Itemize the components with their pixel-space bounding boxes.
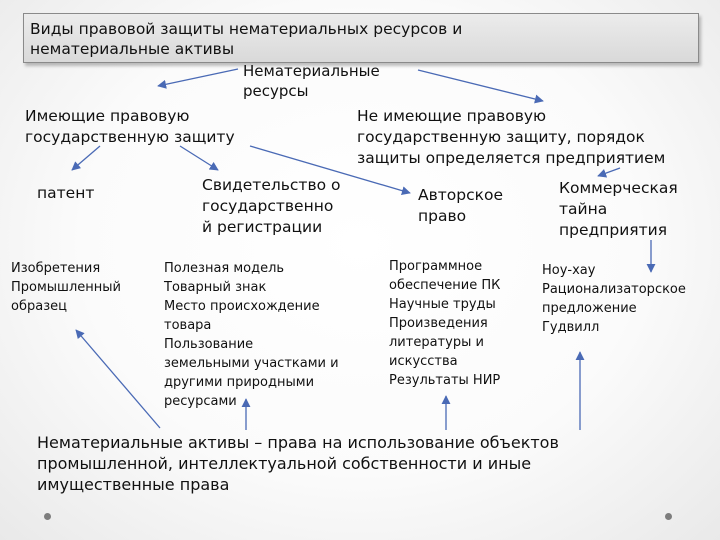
arrow-root-to-unprotected	[418, 70, 543, 101]
example-item: образец	[11, 299, 67, 314]
example-item: Пользование	[164, 337, 254, 352]
category-trade-secret-line-3: предприятия	[559, 221, 668, 239]
example-item: Программное	[389, 259, 483, 274]
category-copyright-line-2: право	[418, 207, 467, 225]
branch-unprotected-line-2: государственную защиту, порядок	[357, 128, 645, 146]
footer-line-2: промышленной, интеллектуальной собственности и иные	[37, 454, 532, 473]
example-item: Изобретения	[11, 261, 101, 276]
example-item: Товарный знак	[164, 280, 267, 295]
category-trade-secret-line-1: Коммерческая	[559, 179, 678, 197]
example-item: Ноу-хау	[542, 263, 596, 278]
footer-line-1: Нематериальные активы – права на использование объектов	[37, 433, 559, 452]
category-copyright-line-1: Авторское	[418, 186, 503, 204]
title-line-1: Виды правовой защиты нематериальных ресурсов и	[30, 20, 463, 38]
example-item: земельными участками и	[164, 356, 339, 371]
example-item: Промышленный	[11, 280, 121, 295]
decorative-dot-left	[44, 513, 51, 520]
example-item: другими природными	[164, 375, 315, 390]
example-item: товара	[164, 318, 212, 333]
arrow-footer-to-patent-examples	[76, 330, 160, 428]
title-line-2: нематериальные активы	[30, 40, 235, 58]
arrow-protected-to-certificate	[180, 146, 218, 170]
branch-protected-line-1: Имеющие правовую	[25, 107, 190, 125]
example-item: предложение	[542, 301, 637, 316]
branch-protected-line-2: государственную защиту	[25, 128, 235, 146]
example-item: ресурсами	[164, 394, 237, 409]
category-patent: патент	[37, 184, 95, 202]
category-certificate-line-3: й регистрации	[202, 218, 323, 236]
category-certificate-line-1: Свидетельство о	[202, 176, 341, 194]
category-certificate-line-2: государственно	[202, 197, 334, 215]
root-line-2: ресурсы	[243, 82, 309, 100]
example-item: Полезная модель	[164, 261, 285, 276]
example-item: Произведения	[389, 316, 488, 331]
example-item: обеспечение ПК	[389, 278, 501, 293]
example-item: Гудвилл	[542, 320, 600, 335]
example-item: Результаты НИР	[389, 373, 501, 388]
example-item: Рационализаторское	[542, 282, 686, 297]
arrow-protected-to-patent	[72, 146, 100, 170]
arrow-unprotected-to-trade-secret	[598, 168, 620, 176]
decorative-dot-right	[665, 513, 672, 520]
arrow-root-to-protected	[158, 69, 238, 86]
example-item: Место происхождение	[164, 299, 320, 314]
arrow-protected-to-copyright	[250, 146, 410, 193]
branch-unprotected-line-1: Не имеющие правовую	[357, 107, 547, 125]
root-line-1: Нематериальные	[243, 62, 380, 80]
example-item: литературы и	[389, 335, 484, 350]
example-item: Научные труды	[389, 297, 496, 312]
footer-line-3: имущественные права	[37, 475, 230, 494]
branch-unprotected-line-3: защиты определяется предприятием	[357, 149, 666, 167]
category-trade-secret-line-2: тайна	[559, 200, 608, 218]
example-item: искусства	[389, 354, 458, 369]
